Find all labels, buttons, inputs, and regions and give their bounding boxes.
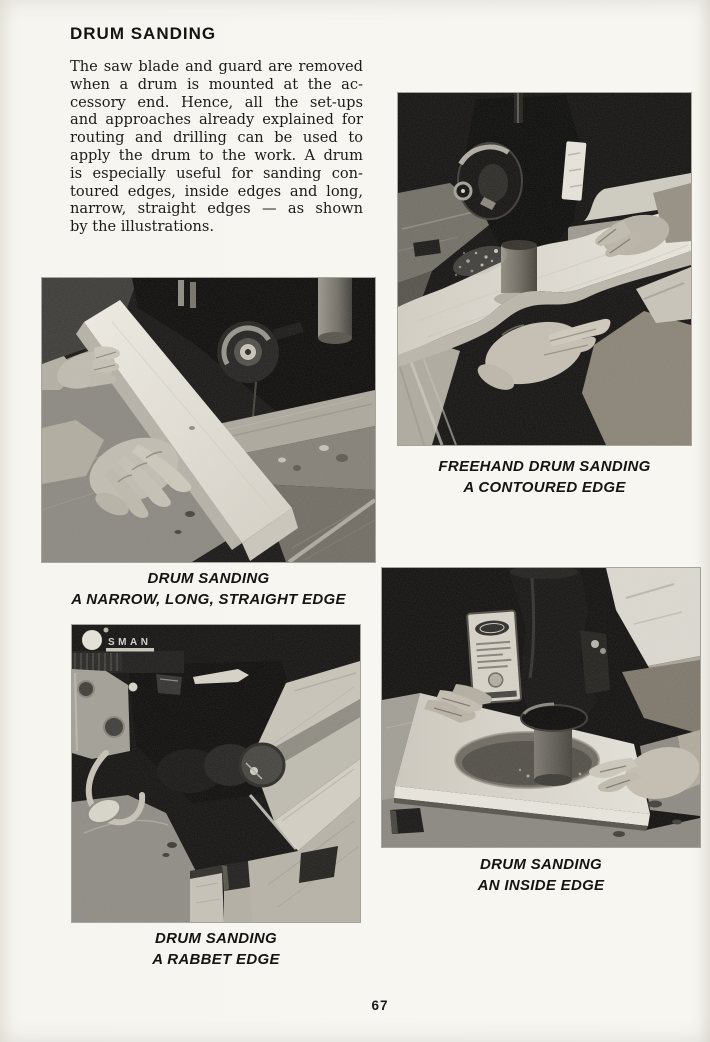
caption-line: A CONTOURED EDGE [463,478,626,496]
section-heading: DRUM SANDING [70,24,217,43]
narrow-edge-photo-illustration [42,278,375,562]
figure-caption [382,855,700,896]
body-text-line: routing and drilling can be used to [70,129,363,147]
body-text-line: apply the drum to the work. A drum [70,146,363,164]
figure-contoured-edge-photo [398,93,691,445]
film-grain-overlay [382,568,700,847]
caption-line: A NARROW, LONG, STRAIGHT EDGE [71,590,346,608]
figure-narrow-edge-photo [42,278,375,562]
body-text-line: The saw blade and guard are removed [70,58,363,75]
body-text-line: and approaches already explained for [70,111,363,129]
figure-inside-edge-photo [382,568,700,847]
contoured-edge-photo-illustration [398,93,691,445]
page-number: 67 [371,998,389,1013]
figure-caption [42,569,375,610]
caption-line: AN INSIDE EDGE [477,876,605,894]
body-text-line: toured edges, inside edges and long, [70,182,363,200]
figure-caption [398,457,691,498]
caption-line: DRUM SANDING [480,856,602,873]
body-text-line: is especially useful for sanding con- [70,164,363,182]
caption-line: DRUM SANDING [147,570,270,587]
body-text-line: by the illustrations. [70,218,215,236]
body-paragraph [70,58,363,236]
body-text-line: narrow, straight edges — as shown [70,200,363,218]
film-grain-overlay [42,278,375,562]
film-grain-overlay [398,93,691,445]
rabbet-edge-photo-illustration [72,625,360,922]
figure-caption [72,929,360,970]
body-text-line: cessory end. Hence, all the set-ups [70,93,363,111]
film-grain-overlay [72,625,360,922]
figure-rabbet-edge-photo [72,625,360,922]
caption-line: A RABBET EDGE [152,950,280,968]
inside-edge-photo-illustration [382,568,700,847]
body-text-line: when a drum is mounted at the ac- [70,75,363,93]
caption-line: DRUM SANDING [155,930,277,947]
caption-line: FREEHAND DRUM SANDING [438,458,651,475]
